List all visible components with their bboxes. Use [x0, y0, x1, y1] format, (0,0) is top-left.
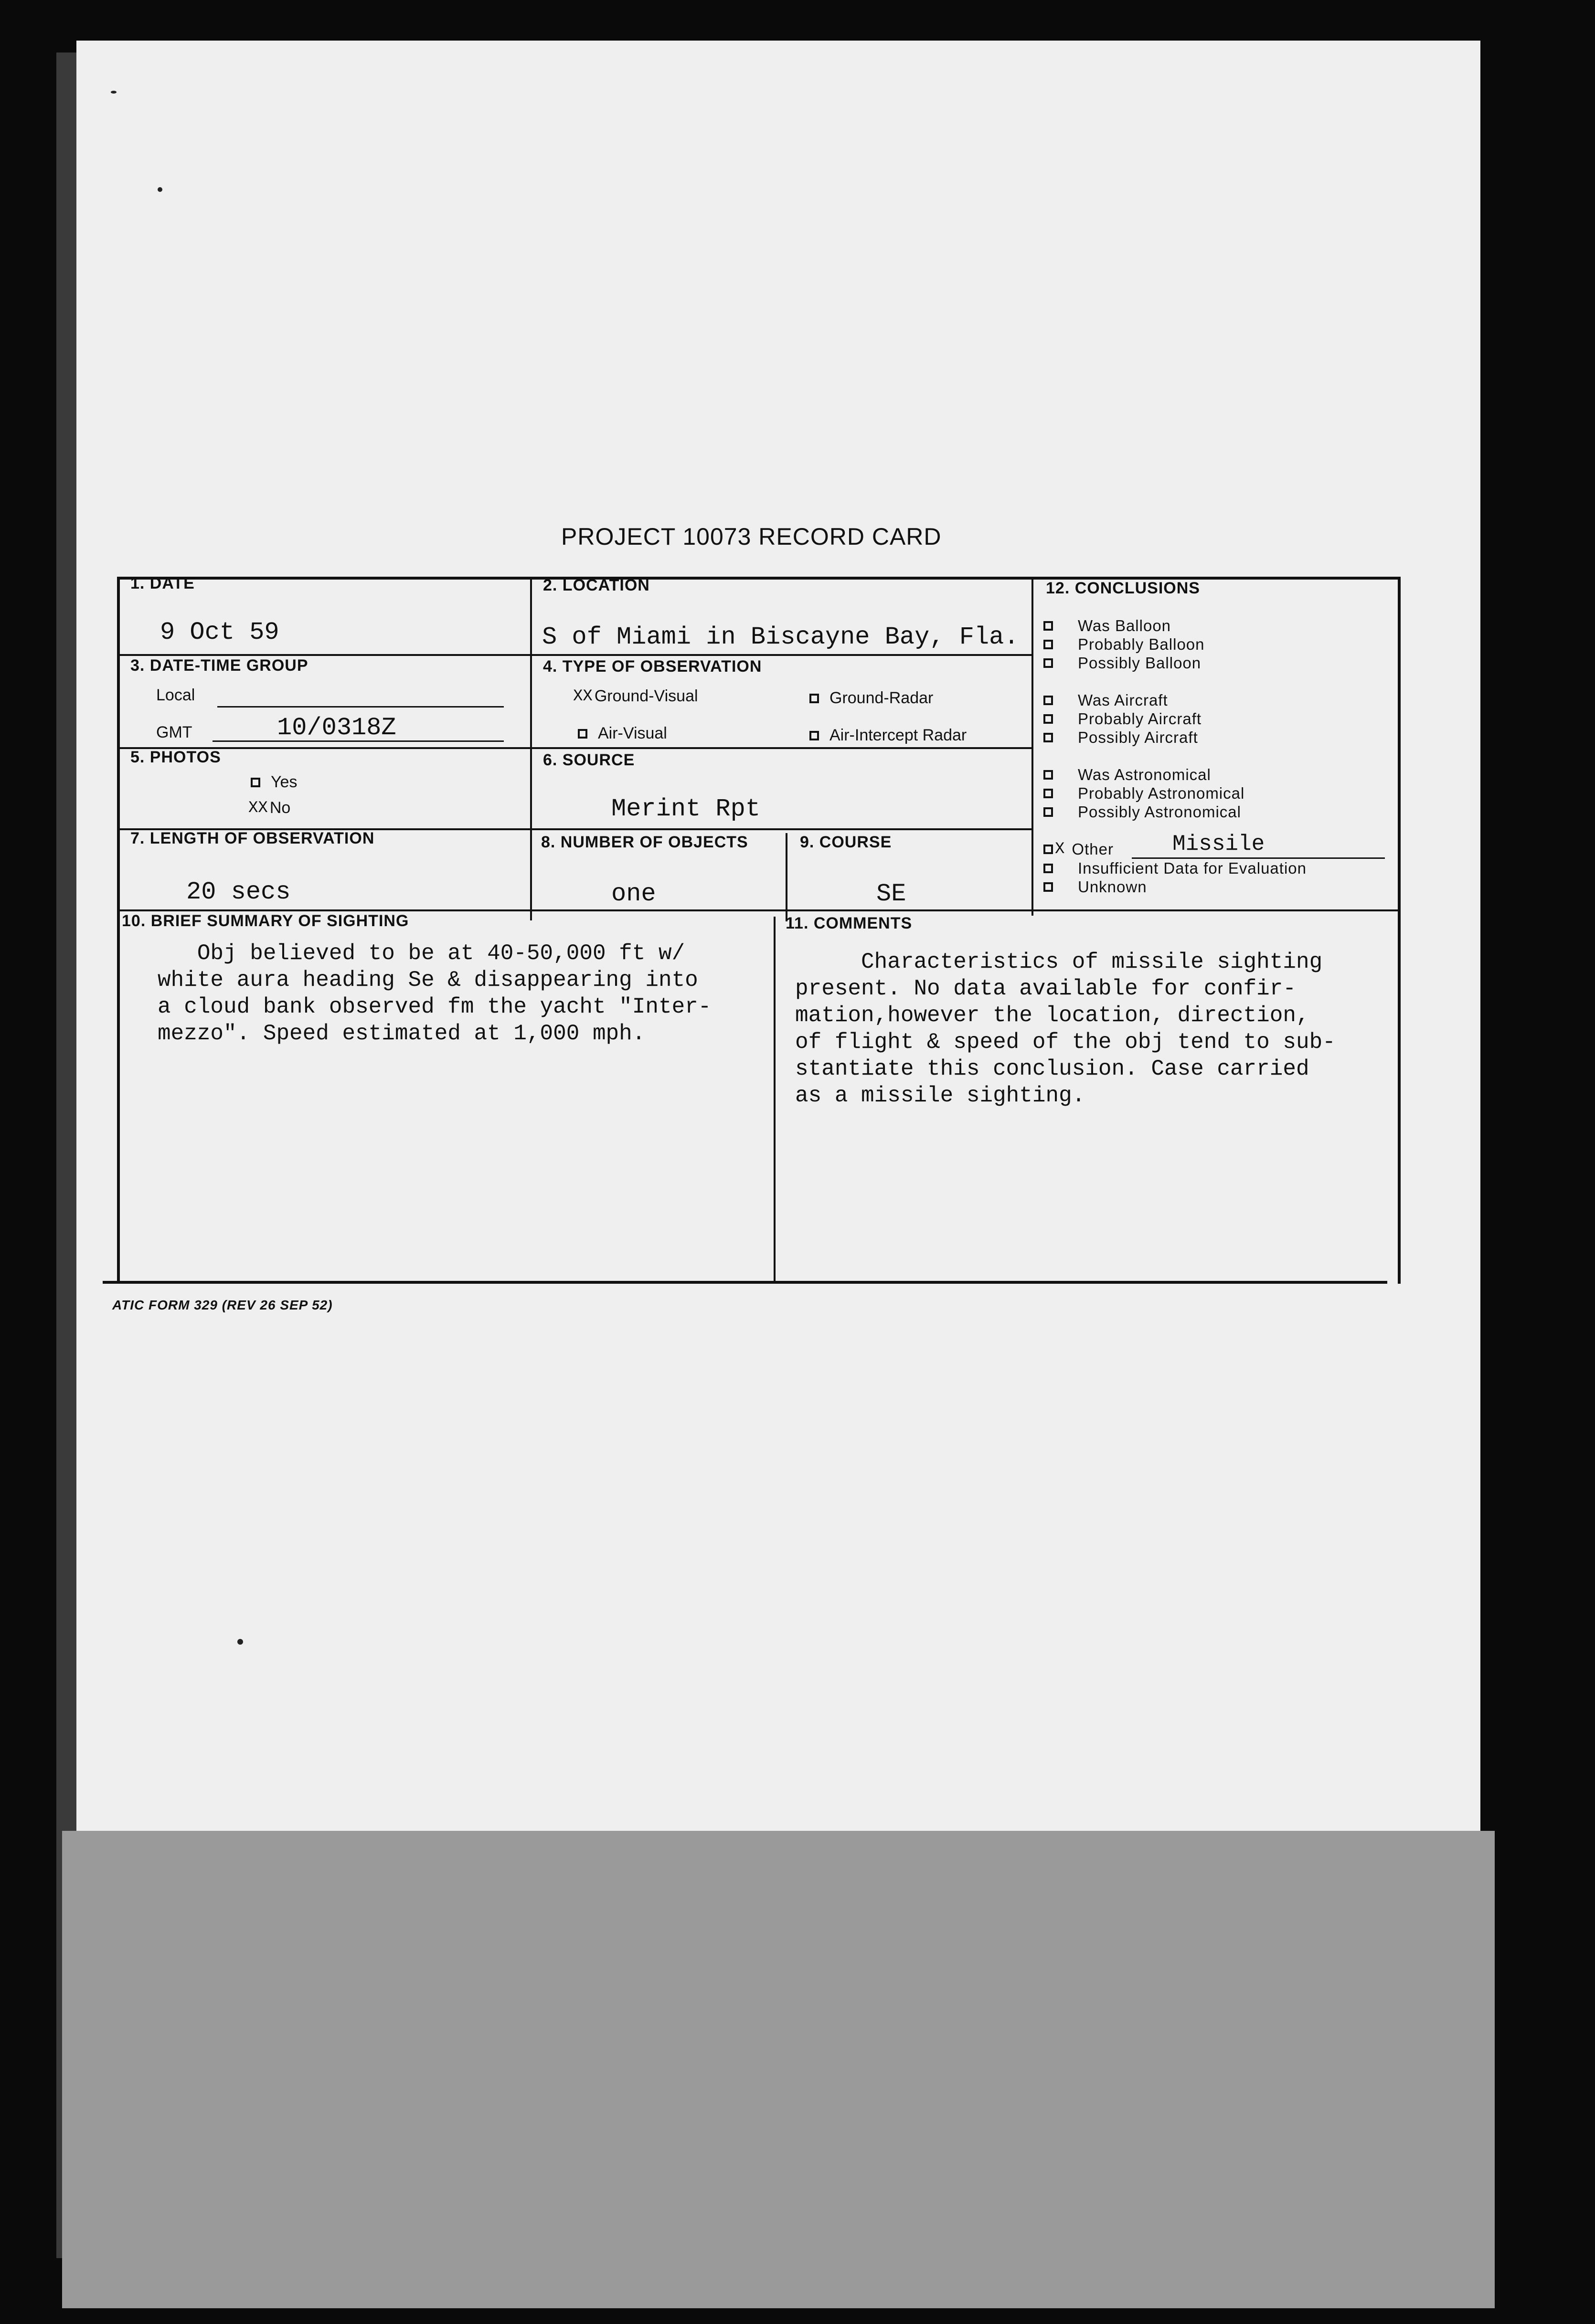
- card-title: PROJECT 10073 RECORD CARD: [561, 523, 942, 550]
- option-air-intercept: [809, 726, 967, 745]
- checkbox-icon: [1043, 658, 1053, 668]
- conclusion-was-aircraft: [1043, 691, 1168, 709]
- conclusion-label: Probably Astronomical: [1078, 784, 1245, 802]
- conclusion-label: Insufficient Data for Evaluation: [1078, 859, 1307, 877]
- comments-line: stantiate this conclusion. Case carried: [795, 1056, 1309, 1081]
- card-border-top: [117, 577, 1400, 580]
- form-identifier: ATIC FORM 329 (REV 26 SEP 52): [112, 1298, 333, 1312]
- divider: [1031, 577, 1033, 916]
- comments-line: of flight & speed of the obj tend to sub-: [795, 1030, 1336, 1055]
- comments-label: 11. COMMENTS: [786, 914, 913, 932]
- conclusion-possibly-astronomical: [1043, 803, 1241, 821]
- length-value: 20 secs: [186, 878, 291, 906]
- card-border-bottom: [103, 1281, 1387, 1284]
- dtg-local-label: Local: [156, 686, 195, 704]
- summary-line: Obj believed to be at 40-50,000 ft w/: [158, 941, 685, 966]
- comments-line: present. No data available for confir-: [795, 976, 1296, 1001]
- conclusion-label: Was Balloon: [1078, 617, 1171, 634]
- option-label: Ground-Visual: [594, 687, 698, 705]
- divider: [786, 833, 787, 921]
- conclusion-label: Possibly Astronomical: [1078, 803, 1241, 821]
- dtg-local-line: [217, 706, 504, 708]
- objects-label: 8. NUMBER OF OBJECTS: [541, 833, 748, 851]
- option-label: Air-Visual: [598, 724, 667, 742]
- conclusion-possibly-balloon: [1043, 654, 1201, 672]
- checkbox-icon: [809, 731, 819, 740]
- checkbox-icon: [1043, 640, 1053, 649]
- conclusion-label: Probably Balloon: [1078, 635, 1205, 653]
- conclusion-label: Probably Aircraft: [1078, 710, 1202, 728]
- option-photos-yes: [251, 773, 297, 792]
- conclusion-probably-aircraft: [1043, 710, 1202, 728]
- card-border-left: [117, 577, 120, 1283]
- conclusion-was-astronomical: [1043, 766, 1211, 784]
- conclusion-label: Was Aircraft: [1078, 691, 1168, 709]
- checkbox-icon: [1043, 733, 1053, 742]
- checkbox-icon: [1043, 789, 1053, 798]
- option-label: Ground-Radar: [829, 689, 934, 707]
- conclusion-unknown: [1043, 878, 1147, 896]
- lower-sheet: [62, 1831, 1495, 2308]
- source-label: 6. SOURCE: [543, 751, 635, 769]
- checkbox-icon: [1043, 770, 1053, 780]
- option-photos-no: [248, 799, 290, 817]
- objects-value: one: [611, 880, 656, 908]
- checkbox-icon: [1043, 845, 1053, 854]
- speck: [158, 187, 162, 192]
- record-card: [103, 570, 1401, 1288]
- location-label: 2. LOCATION: [543, 576, 650, 594]
- card-border-right: [1398, 577, 1401, 1284]
- location-value: S of Miami in Biscayne Bay, Fla.: [542, 623, 1019, 651]
- dtg-label: 3. DATE-TIME GROUP: [130, 656, 308, 675]
- checkbox-icon: [251, 778, 260, 787]
- comments-line: as a missile sighting.: [795, 1083, 1085, 1108]
- date-label: 1. DATE: [130, 574, 195, 592]
- divider: [117, 747, 1031, 749]
- conclusion-possibly-aircraft: [1043, 729, 1198, 747]
- x-mark: XX: [248, 799, 268, 817]
- comments-line: Characteristics of missile sighting: [795, 950, 1323, 974]
- dtg-gmt-label: GMT: [156, 723, 192, 741]
- divider: [774, 917, 776, 1283]
- conclusion-insufficient-data: [1043, 859, 1307, 877]
- conclusion-label: Possibly Balloon: [1078, 654, 1202, 672]
- checkbox-icon: [1043, 864, 1053, 873]
- summary-line: mezzo". Speed estimated at 1,000 mph.: [158, 1021, 646, 1046]
- option-ground-visual: [573, 687, 698, 706]
- conclusion-was-balloon: [1043, 617, 1171, 635]
- conclusion-label: Unknown: [1078, 878, 1147, 896]
- speck: [111, 91, 117, 94]
- other-value: Missile: [1172, 832, 1265, 856]
- date-value: 9 Oct 59: [160, 618, 279, 646]
- summary-line: white aura heading Se & disappearing into: [158, 968, 698, 993]
- observation-type-label: 4. TYPE OF OBSERVATION: [543, 657, 762, 676]
- conclusion-label: Was Astronomical: [1078, 766, 1211, 783]
- divider: [117, 909, 1400, 911]
- dtg-gmt-value: 10/0318Z: [277, 714, 396, 742]
- conclusions-label: 12. CONCLUSIONS: [1046, 579, 1200, 597]
- option-label: Yes: [271, 773, 298, 791]
- length-label: 7. LENGTH OF OBSERVATION: [130, 829, 375, 847]
- comments-line: mation,however the location, direction,: [795, 1003, 1309, 1028]
- x-mark: X: [1055, 840, 1065, 858]
- course-label: 9. COURSE: [800, 833, 892, 851]
- conclusion-probably-astronomical: [1043, 784, 1244, 803]
- course-value: SE: [876, 880, 906, 908]
- checkbox-icon: [1043, 882, 1053, 892]
- option-air-visual: [578, 724, 667, 743]
- checkbox-icon: [1043, 621, 1053, 631]
- x-mark: XX: [573, 687, 593, 706]
- conclusion-label: Possibly Aircraft: [1078, 729, 1198, 746]
- source-value: Merint Rpt: [611, 795, 761, 823]
- checkbox-icon: [1043, 807, 1053, 817]
- photos-label: 5. PHOTOS: [130, 748, 221, 766]
- summary-line: a cloud bank observed fm the yacht "Inter-: [158, 994, 712, 1019]
- checkbox-icon: [1043, 714, 1053, 724]
- option-label: No: [269, 799, 291, 817]
- summary-label: 10. BRIEF SUMMARY OF SIGHTING: [122, 912, 409, 930]
- checkbox-icon: [809, 694, 819, 703]
- other-line: [1132, 857, 1385, 859]
- checkbox-icon: [578, 729, 587, 739]
- option-label: Air-Intercept Radar: [829, 726, 967, 744]
- option-ground-radar: [809, 689, 933, 708]
- checkbox-icon: [1043, 696, 1053, 705]
- conclusion-probably-balloon: [1043, 635, 1205, 654]
- divider: [117, 654, 1031, 656]
- conclusion-label: Other: [1072, 840, 1114, 858]
- speck: [237, 1639, 243, 1645]
- conclusion-other: [1043, 840, 1114, 858]
